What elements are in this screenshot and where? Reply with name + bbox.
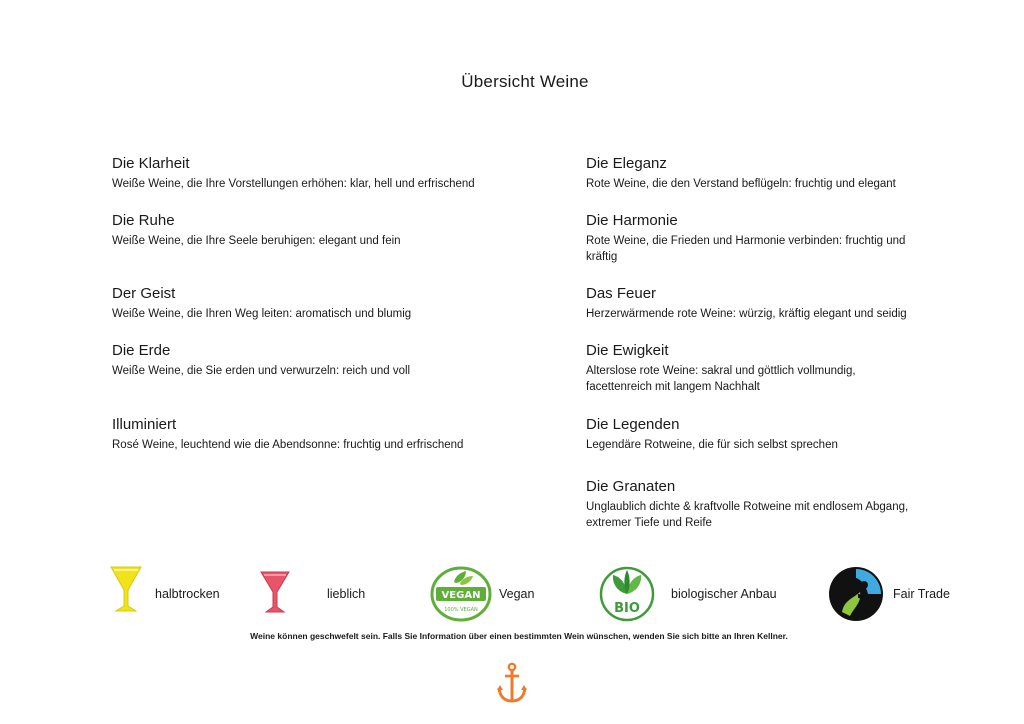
sulfite-note: Weine können geschwefelt sein. Falls Sie Information über einen bestimmten Wein wünschen, wenden Sie sich bitte an Ihren Kellner. xyxy=(250,631,788,641)
wine-category-ewigkeit xyxy=(586,342,891,395)
wine-category-harmonie xyxy=(586,212,916,265)
vegan-badge-text: VEGAN xyxy=(441,590,481,601)
category-name: Die Granaten xyxy=(586,478,676,495)
category-description: Rosé Weine, leuchtend wie die Abendsonne: fruchtig und erfrischend xyxy=(112,439,464,451)
bio-label: biologischer Anbau xyxy=(671,587,777,601)
lieblich-glass-icon xyxy=(258,568,292,616)
anchor-icon xyxy=(496,662,528,704)
wine-category-erde xyxy=(112,342,512,379)
category-name: Die Klarheit xyxy=(112,155,190,172)
category-description: Alterslose rote Weine: sakral und göttlich vollmundig, facettenreich mit langem Nachhalt xyxy=(586,365,856,393)
category-description: Weiße Weine, die Sie erden und verwurzeln: reich und voll xyxy=(112,365,411,377)
category-description: Weiße Weine, die Ihren Weg leiten: aromatisch und blumig xyxy=(112,308,412,320)
wine-category-eleganz xyxy=(586,155,946,192)
vegan-badge-icon xyxy=(430,566,492,622)
wine-category-illuminiert xyxy=(112,416,512,453)
category-description: Weiße Weine, die Ihre Vorstellungen erhöhen: klar, hell und erfrischend xyxy=(112,178,475,190)
lieblich-label: lieblich xyxy=(327,587,366,601)
vegan-badge-subtext: 100% VEGAN xyxy=(444,607,478,613)
bio-badge-text: BIO xyxy=(614,601,640,616)
category-description: Weiße Weine, die Ihre Seele beruhigen: elegant und fein xyxy=(112,235,401,247)
wine-category-legenden xyxy=(586,416,946,453)
category-description: Rote Weine, die den Verstand beflügeln: fruchtig und elegant xyxy=(586,178,896,190)
category-name: Die Ruhe xyxy=(112,212,175,229)
category-name: Illuminiert xyxy=(112,416,177,433)
vegan-label: Vegan xyxy=(499,587,535,601)
wine-category-ruhe xyxy=(112,212,512,249)
bio-badge-icon xyxy=(598,564,656,624)
wine-category-geist xyxy=(112,285,512,322)
category-name: Die Ewigkeit xyxy=(586,342,669,359)
category-name: Die Legenden xyxy=(586,416,680,433)
category-name: Das Feuer xyxy=(586,285,657,302)
category-name: Die Erde xyxy=(112,342,171,359)
wine-category-feuer xyxy=(586,285,946,322)
fairtrade-label: Fair Trade xyxy=(893,587,950,601)
category-description: Herzerwärmende rote Weine: würzig, kräftig elegant und seidig xyxy=(586,308,907,320)
category-description: Rote Weine, die Frieden und Harmonie verbinden: fruchtig und kräftig xyxy=(586,235,906,263)
category-description: Unglaublich dichte & kraftvolle Rotweine mit endlosem Abgang, extremer Tiefe und Reife xyxy=(586,501,909,529)
category-description: Legendäre Rotweine, die für sich selbst sprechen xyxy=(586,439,838,451)
category-name: Die Harmonie xyxy=(586,212,678,229)
page-title: Übersicht Weine xyxy=(461,72,589,91)
wine-category-granaten xyxy=(586,478,941,531)
halbtrocken-label: halbtrocken xyxy=(155,587,220,601)
category-name: Die Eleganz xyxy=(586,155,667,172)
category-name: Der Geist xyxy=(112,285,176,302)
wine-category-klarheit xyxy=(112,155,512,192)
halbtrocken-glass-icon xyxy=(108,562,144,616)
fairtrade-logo-icon xyxy=(828,566,884,622)
